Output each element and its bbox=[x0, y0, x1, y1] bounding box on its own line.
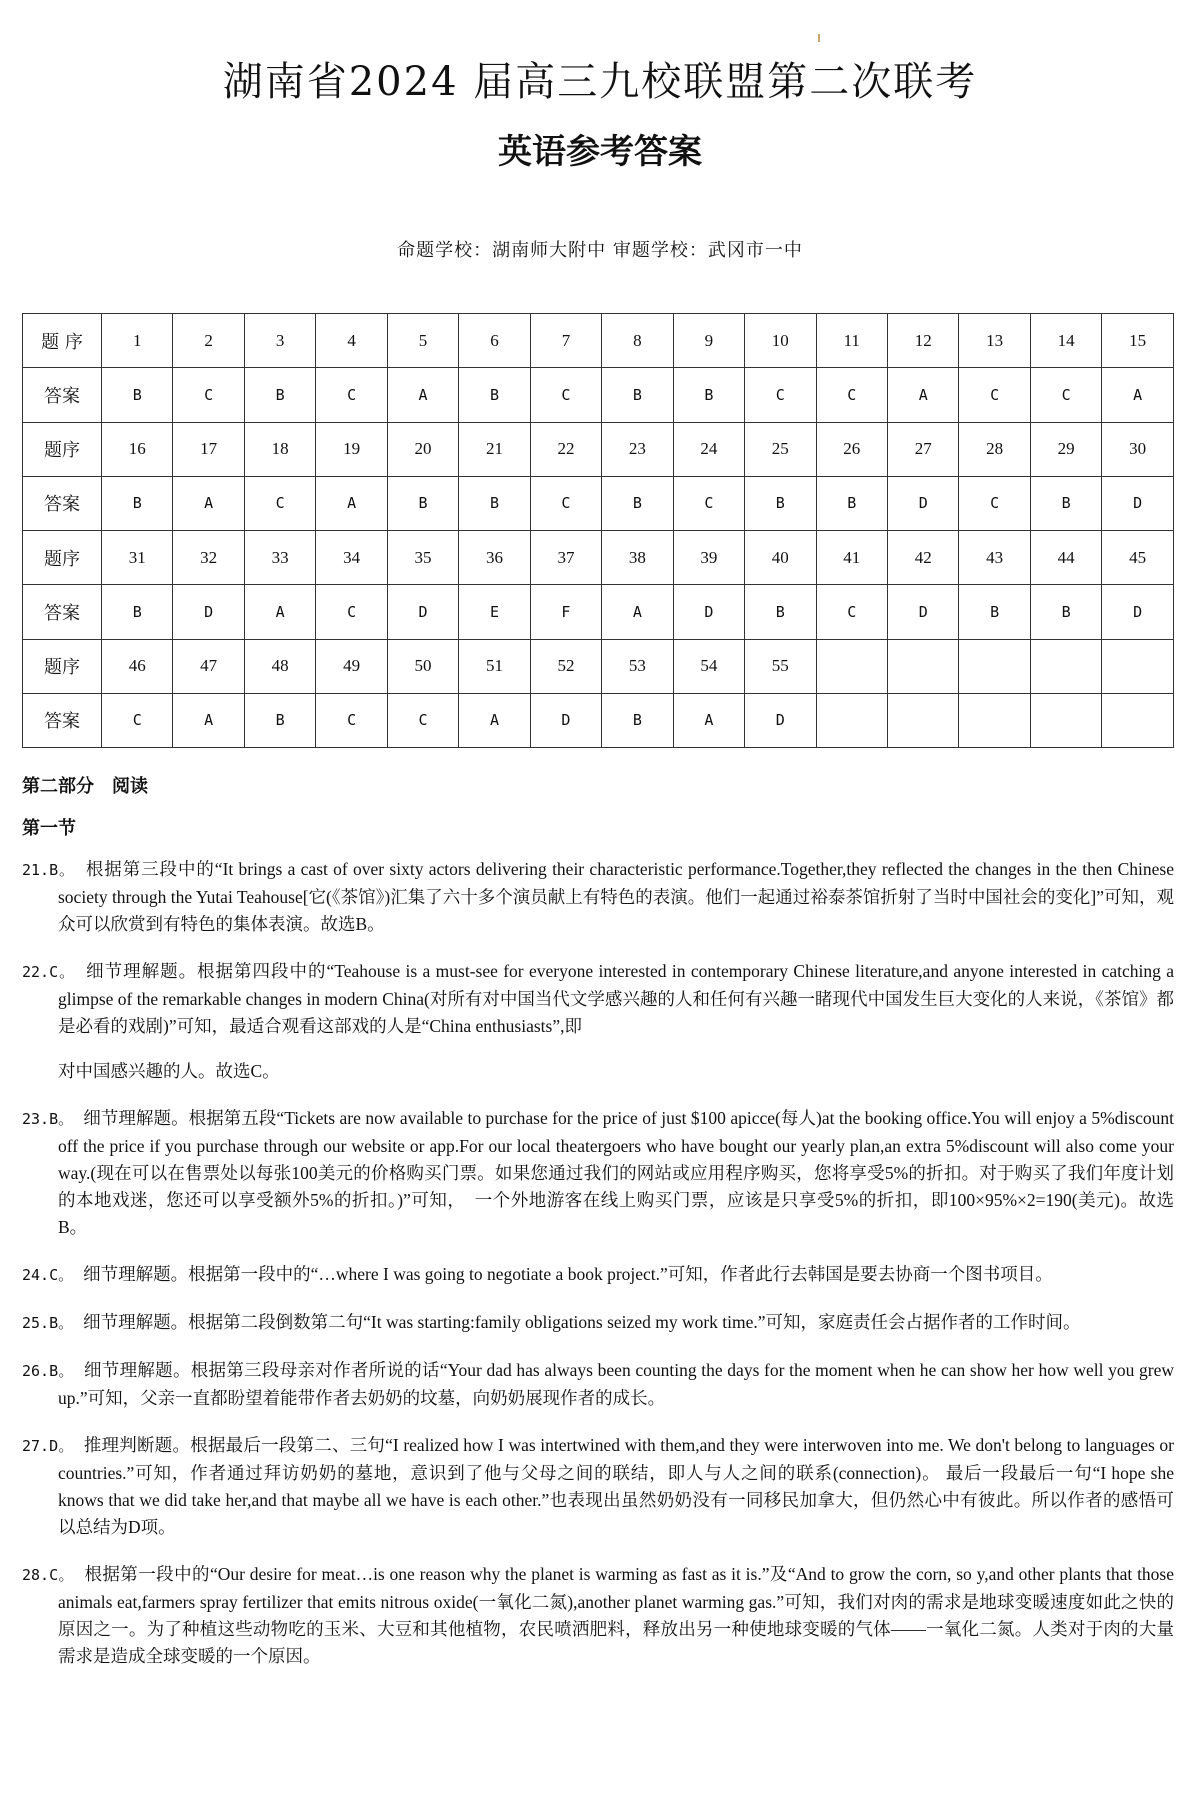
scan-mark bbox=[818, 34, 820, 42]
answer-cell: C bbox=[959, 368, 1030, 422]
question-number-cell: 49 bbox=[316, 639, 387, 693]
answer-cell: B bbox=[602, 368, 673, 422]
question-number: 28.C。 bbox=[22, 1566, 67, 1584]
answer-cell: A bbox=[602, 585, 673, 639]
answer-cell: B bbox=[1030, 476, 1101, 530]
answer-cell: C bbox=[387, 693, 458, 747]
explanation-text: 细节理解题。根据第四段中的“Teahouse is a must-see for everyone interested in contemporary Chinese literature,and anyone interested in catching a glimpse of the remarkable changes in modern China(对所有对中国当代文学感兴趣的人和任何有兴趣一睹现代中国发生巨大变化的人来说，《茶馆》都是必看的戏剧)”可知，最适合观看这部戏的人是“China enthusiasts”,即 bbox=[58, 961, 1174, 1036]
row-label: 题 序 bbox=[23, 314, 102, 368]
question-number-cell bbox=[887, 639, 958, 693]
question-number-cell: 44 bbox=[1030, 531, 1101, 585]
answer-key-heading: 英语参考答案 bbox=[498, 132, 702, 172]
answer-cell bbox=[1030, 693, 1101, 747]
explanation-text: 根据第三段中的“It brings a cast of over sixty actors delivering their characteristic performance.Together,they reflected the changes in the then Chinese society through the Yutai Teahouse[它(《茶馆》)汇集了六十多个演员献上有特色的表演。他们一起通过裕泰茶馆折射了当时中国社会的变化]”可知，观众可以欣赏到有特色的集体表演。故选B。 bbox=[58, 859, 1175, 934]
explanation-item bbox=[22, 1261, 1174, 1289]
answer-cell: B bbox=[387, 476, 458, 530]
question-number-cell: 5 bbox=[387, 314, 458, 368]
row-label: 题序 bbox=[23, 639, 102, 693]
question-number-cell: 47 bbox=[173, 639, 244, 693]
row-label: 答案 bbox=[23, 585, 102, 639]
answer-cell: B bbox=[459, 476, 530, 530]
question-number-cell: 11 bbox=[816, 314, 887, 368]
row-label: 答案 bbox=[23, 693, 102, 747]
question-number-cell: 30 bbox=[1102, 422, 1174, 476]
question-number-cell: 23 bbox=[602, 422, 673, 476]
explanation-continuation: 对中国感兴趣的人。故选C。 bbox=[58, 1061, 280, 1081]
answer-cell: C bbox=[959, 476, 1030, 530]
row-label: 答案 bbox=[23, 476, 102, 530]
question-number-cell: 25 bbox=[745, 422, 816, 476]
section-first: 第一节 bbox=[22, 818, 76, 839]
schools-line: 命题学校：湖南师大附中 审题学校：武冈市一中 bbox=[397, 240, 803, 261]
explanation-item bbox=[22, 1309, 1174, 1337]
row-label: 答案 bbox=[23, 368, 102, 422]
question-number-cell: 55 bbox=[745, 639, 816, 693]
answer-cell: D bbox=[887, 476, 958, 530]
question-number: 27.D。 bbox=[22, 1437, 67, 1455]
question-number-cell: 29 bbox=[1030, 422, 1101, 476]
answer-cell: A bbox=[173, 476, 244, 530]
question-number-cell: 1 bbox=[102, 314, 173, 368]
answer-cell: C bbox=[816, 368, 887, 422]
question-number-cell: 27 bbox=[887, 422, 958, 476]
question-number: 24.C。 bbox=[22, 1266, 66, 1284]
answer-cell: D bbox=[745, 693, 816, 747]
question-number-cell: 31 bbox=[102, 531, 173, 585]
question-number-cell: 52 bbox=[530, 639, 601, 693]
question-number-cell: 20 bbox=[387, 422, 458, 476]
question-number-cell: 50 bbox=[387, 639, 458, 693]
answer-cell: C bbox=[316, 693, 387, 747]
question-number-cell: 17 bbox=[173, 422, 244, 476]
question-number-cell: 8 bbox=[602, 314, 673, 368]
answer-cell: C bbox=[1030, 368, 1101, 422]
question-number-cell: 36 bbox=[459, 531, 530, 585]
answer-cell: B bbox=[602, 476, 673, 530]
question-number: 26.B。 bbox=[22, 1362, 67, 1380]
answer-cell: D bbox=[887, 585, 958, 639]
question-number-row bbox=[23, 422, 1174, 476]
question-number-cell: 18 bbox=[244, 422, 315, 476]
question-number-cell: 22 bbox=[530, 422, 601, 476]
answer-cell: C bbox=[673, 476, 744, 530]
question-number-cell: 21 bbox=[459, 422, 530, 476]
question-number-cell bbox=[1102, 639, 1174, 693]
explanation-item bbox=[22, 1432, 1174, 1541]
answer-cell: C bbox=[244, 476, 315, 530]
explanation-text: 细节理解题。根据第三段母亲对作者所说的话“Your dad has always been counting the days for the moment when he can show her how well you grew up.”可知，父亲一直都盼望着能带作者去奶奶的坟墓，向奶奶展现作者的成长。 bbox=[58, 1360, 1175, 1408]
explanation-text: 根据第一段中的“Our desire for meat…is one reason why the planet is warming as fast as it is.”及“And to grow the corn, so y,and other plants that those animals eat,farmers spray fertilizer that emits nitrous oxide(一氧化二氮),another planet warming gas.”可知，我们对肉的需求是地球变暖速度如此之快的原因之一。为了种植这些动物吃的玉米、大豆和其他植物，农民喷洒肥料，释放出另一种使地球变暖的气体——一氧化二氮。人类对于肉的大量需求是造成全球变暖的一个原因。 bbox=[58, 1564, 1175, 1666]
question-number-cell: 14 bbox=[1030, 314, 1101, 368]
question-number-cell bbox=[1030, 639, 1101, 693]
question-number: 22.C。 bbox=[22, 963, 68, 981]
answer-cell: A bbox=[244, 585, 315, 639]
question-number-cell: 41 bbox=[816, 531, 887, 585]
explanations-list bbox=[22, 856, 1174, 1690]
exam-title: 湖南省2024 届高三九校联盟第二次联考 bbox=[222, 59, 978, 105]
question-number-cell: 43 bbox=[959, 531, 1030, 585]
answer-cell: B bbox=[102, 585, 173, 639]
answer-cell: A bbox=[459, 693, 530, 747]
question-number-row bbox=[23, 531, 1174, 585]
explanation-item bbox=[22, 1357, 1174, 1412]
answer-cell: D bbox=[173, 585, 244, 639]
answer-cell: D bbox=[387, 585, 458, 639]
question-number-cell: 51 bbox=[459, 639, 530, 693]
question-number-cell: 6 bbox=[459, 314, 530, 368]
question-number-row bbox=[23, 314, 1174, 368]
question-number-cell: 42 bbox=[887, 531, 958, 585]
question-number-cell: 19 bbox=[316, 422, 387, 476]
question-number-cell: 37 bbox=[530, 531, 601, 585]
answer-cell: A bbox=[887, 368, 958, 422]
answer-cell bbox=[1102, 693, 1174, 747]
section-part-two: 第二部分 阅读 bbox=[22, 776, 148, 797]
answer-cell: B bbox=[459, 368, 530, 422]
answer-cell: B bbox=[602, 693, 673, 747]
question-number-cell: 2 bbox=[173, 314, 244, 368]
answer-cell: D bbox=[673, 585, 744, 639]
question-number-cell: 10 bbox=[745, 314, 816, 368]
explanation-item bbox=[22, 856, 1174, 938]
answer-cell: B bbox=[745, 585, 816, 639]
question-number-cell: 54 bbox=[673, 639, 744, 693]
answer-cell: C bbox=[173, 368, 244, 422]
answer-cell: A bbox=[316, 476, 387, 530]
answer-cell: B bbox=[745, 476, 816, 530]
explanation-text: 细节理解题。根据第五段“Tickets are now available to purchase for the price of just $100 apicce(每人)at the booking office.You will enjoy a 5%discount off the price if you purchase through our website or app.For our local theatergoers who have bought our yearly plan,an extra 5%discount will also come your way.(现在可以在售票处以每张100美元的价格购买门票。如果您通过我们的网站或应用程序购买，您将享受5%的折扣。对于购买了我们年度计划的本地戏迷，您还可以享受额外5%的折扣。)”可知， 一个外地游客在线上购买门票，应该是只享受5%的折扣，即100×95%×2=190(美元)。故选B。 bbox=[58, 1108, 1175, 1237]
question-number-cell: 4 bbox=[316, 314, 387, 368]
question-number-cell: 45 bbox=[1102, 531, 1174, 585]
answer-cell: C bbox=[530, 476, 601, 530]
question-number: 21.B。 bbox=[22, 861, 68, 879]
question-number-cell: 26 bbox=[816, 422, 887, 476]
answer-cell bbox=[959, 693, 1030, 747]
question-number-cell: 38 bbox=[602, 531, 673, 585]
question-number: 23.B。 bbox=[22, 1110, 66, 1128]
question-number-cell: 53 bbox=[602, 639, 673, 693]
answer-cell bbox=[816, 693, 887, 747]
question-number-cell: 48 bbox=[244, 639, 315, 693]
answer-cell: C bbox=[530, 368, 601, 422]
answer-cell: B bbox=[244, 693, 315, 747]
question-number-cell: 16 bbox=[102, 422, 173, 476]
answer-cell: E bbox=[459, 585, 530, 639]
answer-cell: B bbox=[959, 585, 1030, 639]
answer-cell: B bbox=[102, 476, 173, 530]
question-number-cell: 32 bbox=[173, 531, 244, 585]
question-number-cell: 3 bbox=[244, 314, 315, 368]
explanation-text: 细节理解题。根据第一段中的“…where I was going to negotiate a book project.”可知，作者此行去韩国是要去协商一个图书项目。 bbox=[83, 1264, 1053, 1284]
question-number-cell: 33 bbox=[244, 531, 315, 585]
question-number-cell: 46 bbox=[102, 639, 173, 693]
answer-cell: B bbox=[1030, 585, 1101, 639]
question-number-row bbox=[23, 639, 1174, 693]
question-number-cell: 40 bbox=[745, 531, 816, 585]
answer-cell: B bbox=[244, 368, 315, 422]
question-number-cell: 13 bbox=[959, 314, 1030, 368]
answer-cell: C bbox=[102, 693, 173, 747]
explanation-text: 推理判断题。根据最后一段第二、三句“I realized how I was intertwined with them,and they were interwoven into me. We don't belong to languages or countries.”可知，作者通过拜访奶奶的墓地，意识到了他与父母之间的联结，即人与人之间的联系(connection)。 最后一段最后一句“I hope she knows that we did take her,and that maybe all we have is each other.”也表现出虽然奶奶没有一同移民加拿大，但仍然心中有彼此。所以作者的感悟可以总结为D项。 bbox=[58, 1435, 1174, 1537]
answer-cell: A bbox=[173, 693, 244, 747]
answer-cell: D bbox=[1102, 476, 1174, 530]
question-number-cell: 7 bbox=[530, 314, 601, 368]
answer-cell: C bbox=[316, 585, 387, 639]
question-number-cell: 39 bbox=[673, 531, 744, 585]
answer-cell: D bbox=[1102, 585, 1174, 639]
answer-cell: C bbox=[745, 368, 816, 422]
row-label: 题序 bbox=[23, 531, 102, 585]
answer-row bbox=[23, 585, 1174, 639]
question-number-cell: 24 bbox=[673, 422, 744, 476]
answer-cell: A bbox=[673, 693, 744, 747]
answer-cell: F bbox=[530, 585, 601, 639]
answer-cell: C bbox=[816, 585, 887, 639]
question-number-cell: 34 bbox=[316, 531, 387, 585]
answer-cell: C bbox=[316, 368, 387, 422]
answer-cell: A bbox=[387, 368, 458, 422]
answer-cell: B bbox=[673, 368, 744, 422]
answer-table bbox=[22, 313, 1174, 748]
answer-row bbox=[23, 693, 1174, 747]
question-number-cell: 9 bbox=[673, 314, 744, 368]
question-number-cell: 28 bbox=[959, 422, 1030, 476]
answer-row bbox=[23, 368, 1174, 422]
explanation-item bbox=[22, 1105, 1174, 1241]
answer-cell bbox=[887, 693, 958, 747]
answer-row bbox=[23, 476, 1174, 530]
explanation-text: 细节理解题。根据第二段倒数第二句“It was starting:family obligations seized my work time.”可知，家庭责任会占据作者的工作时间。 bbox=[83, 1312, 1081, 1332]
question-number-cell: 35 bbox=[387, 531, 458, 585]
question-number-cell: 12 bbox=[887, 314, 958, 368]
answer-cell: B bbox=[816, 476, 887, 530]
question-number-cell bbox=[816, 639, 887, 693]
answer-cell: A bbox=[1102, 368, 1174, 422]
answer-cell: B bbox=[102, 368, 173, 422]
row-label: 题序 bbox=[23, 422, 102, 476]
question-number-cell bbox=[959, 639, 1030, 693]
answer-cell: D bbox=[530, 693, 601, 747]
explanation-item bbox=[22, 958, 1174, 1085]
explanation-item bbox=[22, 1561, 1174, 1670]
question-number-cell: 15 bbox=[1102, 314, 1174, 368]
question-number: 25.B。 bbox=[22, 1314, 66, 1332]
